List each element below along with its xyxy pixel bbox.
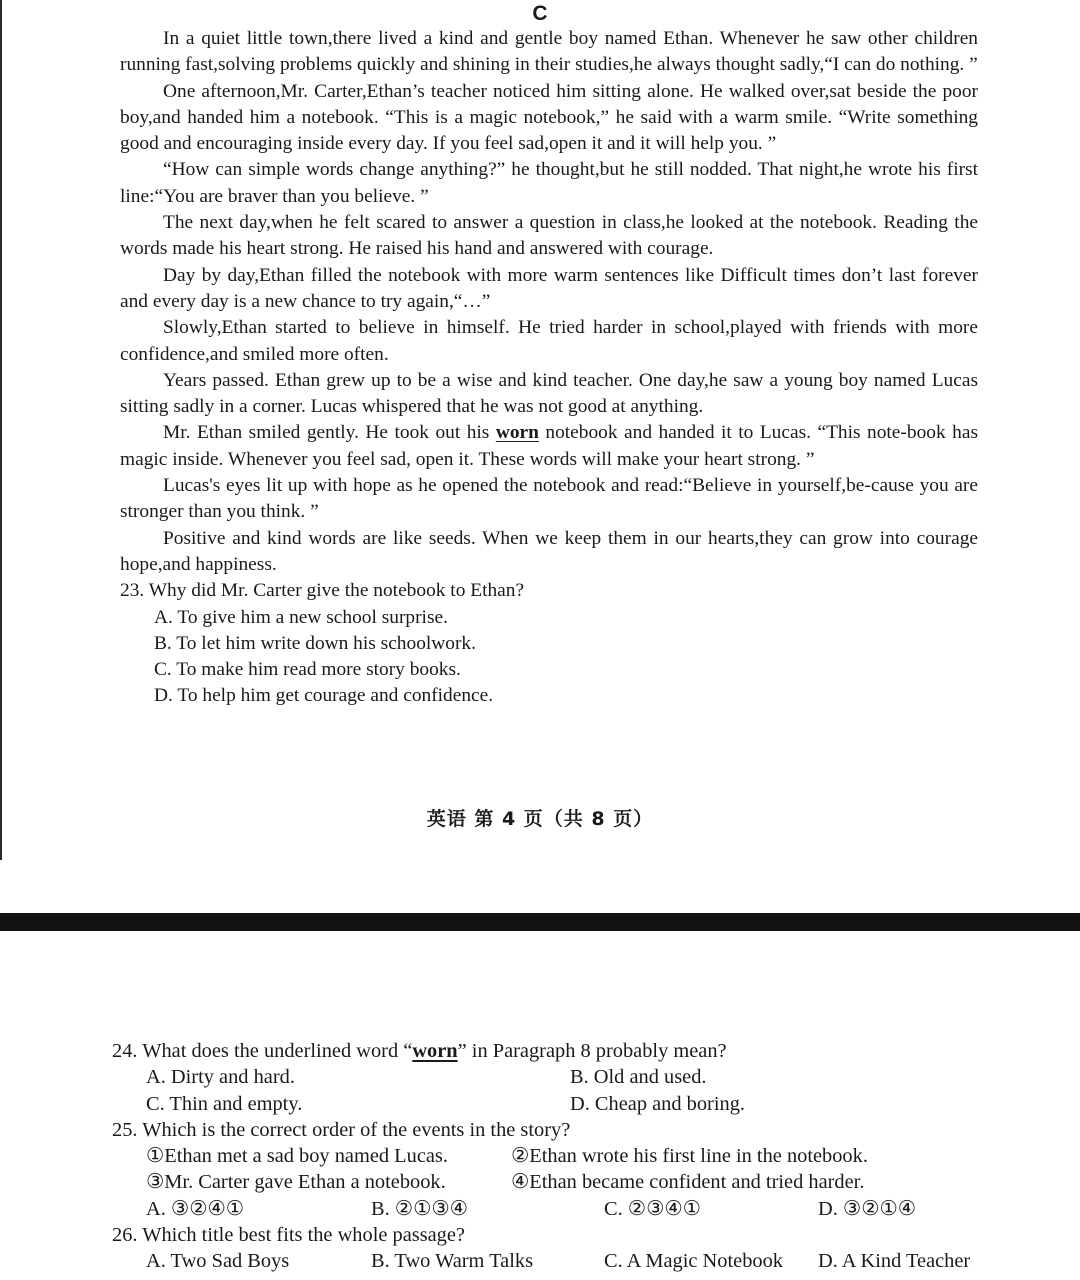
question-25-option-d: D. ③②①④ [818,1197,917,1220]
paragraph-7: Years passed. Ethan grew up to be a wise and kind teacher. One day,he saw a young boy named Lucas sitting sadly in a corner. Lucas whispered that he was not good at anything. [120,369,978,418]
underlined-word-worn: worn [495,422,539,444]
question-26 [112,1222,982,1275]
question-25-stem: 25. Which is the correct order of the events in the story? [112,1118,571,1141]
event-2: ②Ethan wrote his first line in the notebook. [511,1145,868,1168]
question-23-option-a: A. To give him a new school surprise. [154,606,448,628]
question-24-underlined-word: worn [412,1040,458,1062]
paragraph-1: In a quiet little town,there lived a kind and gentle boy named Ethan. Whenever he saw other children running fast,solving problems quickly and shining in their studies,he always thought sadly,“I can do nothing. ” [120,28,978,76]
page-footer: 英语 第 4 页（共 8 页） [426,808,654,830]
question-26-option-b: B. Two Warm Talks [371,1250,534,1273]
question-24-option-a: A. Dirty and hard. [146,1066,295,1089]
reading-passage [120,26,978,710]
paragraph-6: Slowly,Ethan started to believe in himself. He tried harder in school,played with friends with more confidence,and smiled more often. [120,317,978,365]
question-24-option-b: B. Old and used. [570,1066,707,1089]
page-divider [0,913,1080,931]
event-1: ①Ethan met a sad boy named Lucas. [146,1145,448,1168]
paragraph-4: The next day,when he felt scared to answer a question in class,he looked at the notebook. Reading the words made his heart strong. He raised his hand and answered with courage. [120,212,978,260]
paragraph-8-start: Mr. Ethan smiled gently. He took out his [163,422,496,444]
question-23-option-d: D. To help him get courage and confidence. [154,685,494,707]
section-letter: C [532,2,548,25]
event-4: ④Ethan became confident and tried harder. [511,1171,865,1194]
paragraph-8-end: notebook and handed it to Lucas. “This note-book has magic inside. Whenever you feel sad, open it. These words will make your heart strong. ” [120,422,978,470]
exam-page-5 [112,1038,982,1275]
question-24-stem-start: 24. What does the underlined word “ [112,1040,413,1062]
question-26-stem: 26. Which title best fits the whole passage? [112,1224,465,1247]
question-26-option-a: A. Two Sad Boys [146,1250,290,1273]
question-23 [120,578,978,709]
paragraph-10: Positive and kind words are like seeds. When we keep them in our hearts,they can grow into courage hope,and happiness. [120,527,978,575]
paragraph-2: One afternoon,Mr. Carter,Ethan’s teacher noticed him sitting alone. He walked over,sat beside the poor boy,and handed him a notebook. “This is a magic notebook,” he said with a warm smile. “Write something good and encouraging inside every day. If you feel sad,open it and it will help you. ” [120,80,978,155]
question-24-stem [112,1038,982,1064]
paragraph-5: Day by day,Ethan filled the notebook with more warm sentences like Difficult times don’t last forever and every day is a new chance to try again,“…” [120,264,978,312]
event-3: ③Mr. Carter gave Ethan a notebook. [146,1171,446,1194]
question-24-stem-end: ” in Paragraph 8 probably mean? [457,1040,727,1062]
question-26-option-c: C. A Magic Notebook [604,1250,783,1273]
question-23-stem: 23. Why did Mr. Carter give the notebook to Ethan? [120,580,525,602]
question-26-option-d: D. A Kind Teacher [818,1250,971,1273]
page-edge-rule [0,0,2,860]
question-24-option-c: C. Thin and empty. [146,1092,303,1115]
question-23-option-c: C. To make him read more story books. [154,659,461,681]
question-25-option-b: B. ②①③④ [371,1197,468,1220]
paragraph-8 [120,420,978,473]
question-23-option-b: B. To let him write down his schoolwork. [154,632,476,654]
question-25-option-a: A. ③②④① [146,1197,245,1220]
question-24-option-d: D. Cheap and boring. [570,1092,745,1115]
question-24 [112,1038,982,1117]
question-25-option-c: C. ②③④① [604,1197,701,1220]
question-25 [112,1117,982,1222]
paragraph-3: “How can simple words change anything?” he thought,but he still nodded. That night,he wrote his first line:“You are braver than you believe. ” [120,159,978,207]
paragraph-9: Lucas's eyes lit up with hope as he opened the notebook and read:“Believe in yourself,be-cause you are stronger than you think. ” [120,475,978,523]
